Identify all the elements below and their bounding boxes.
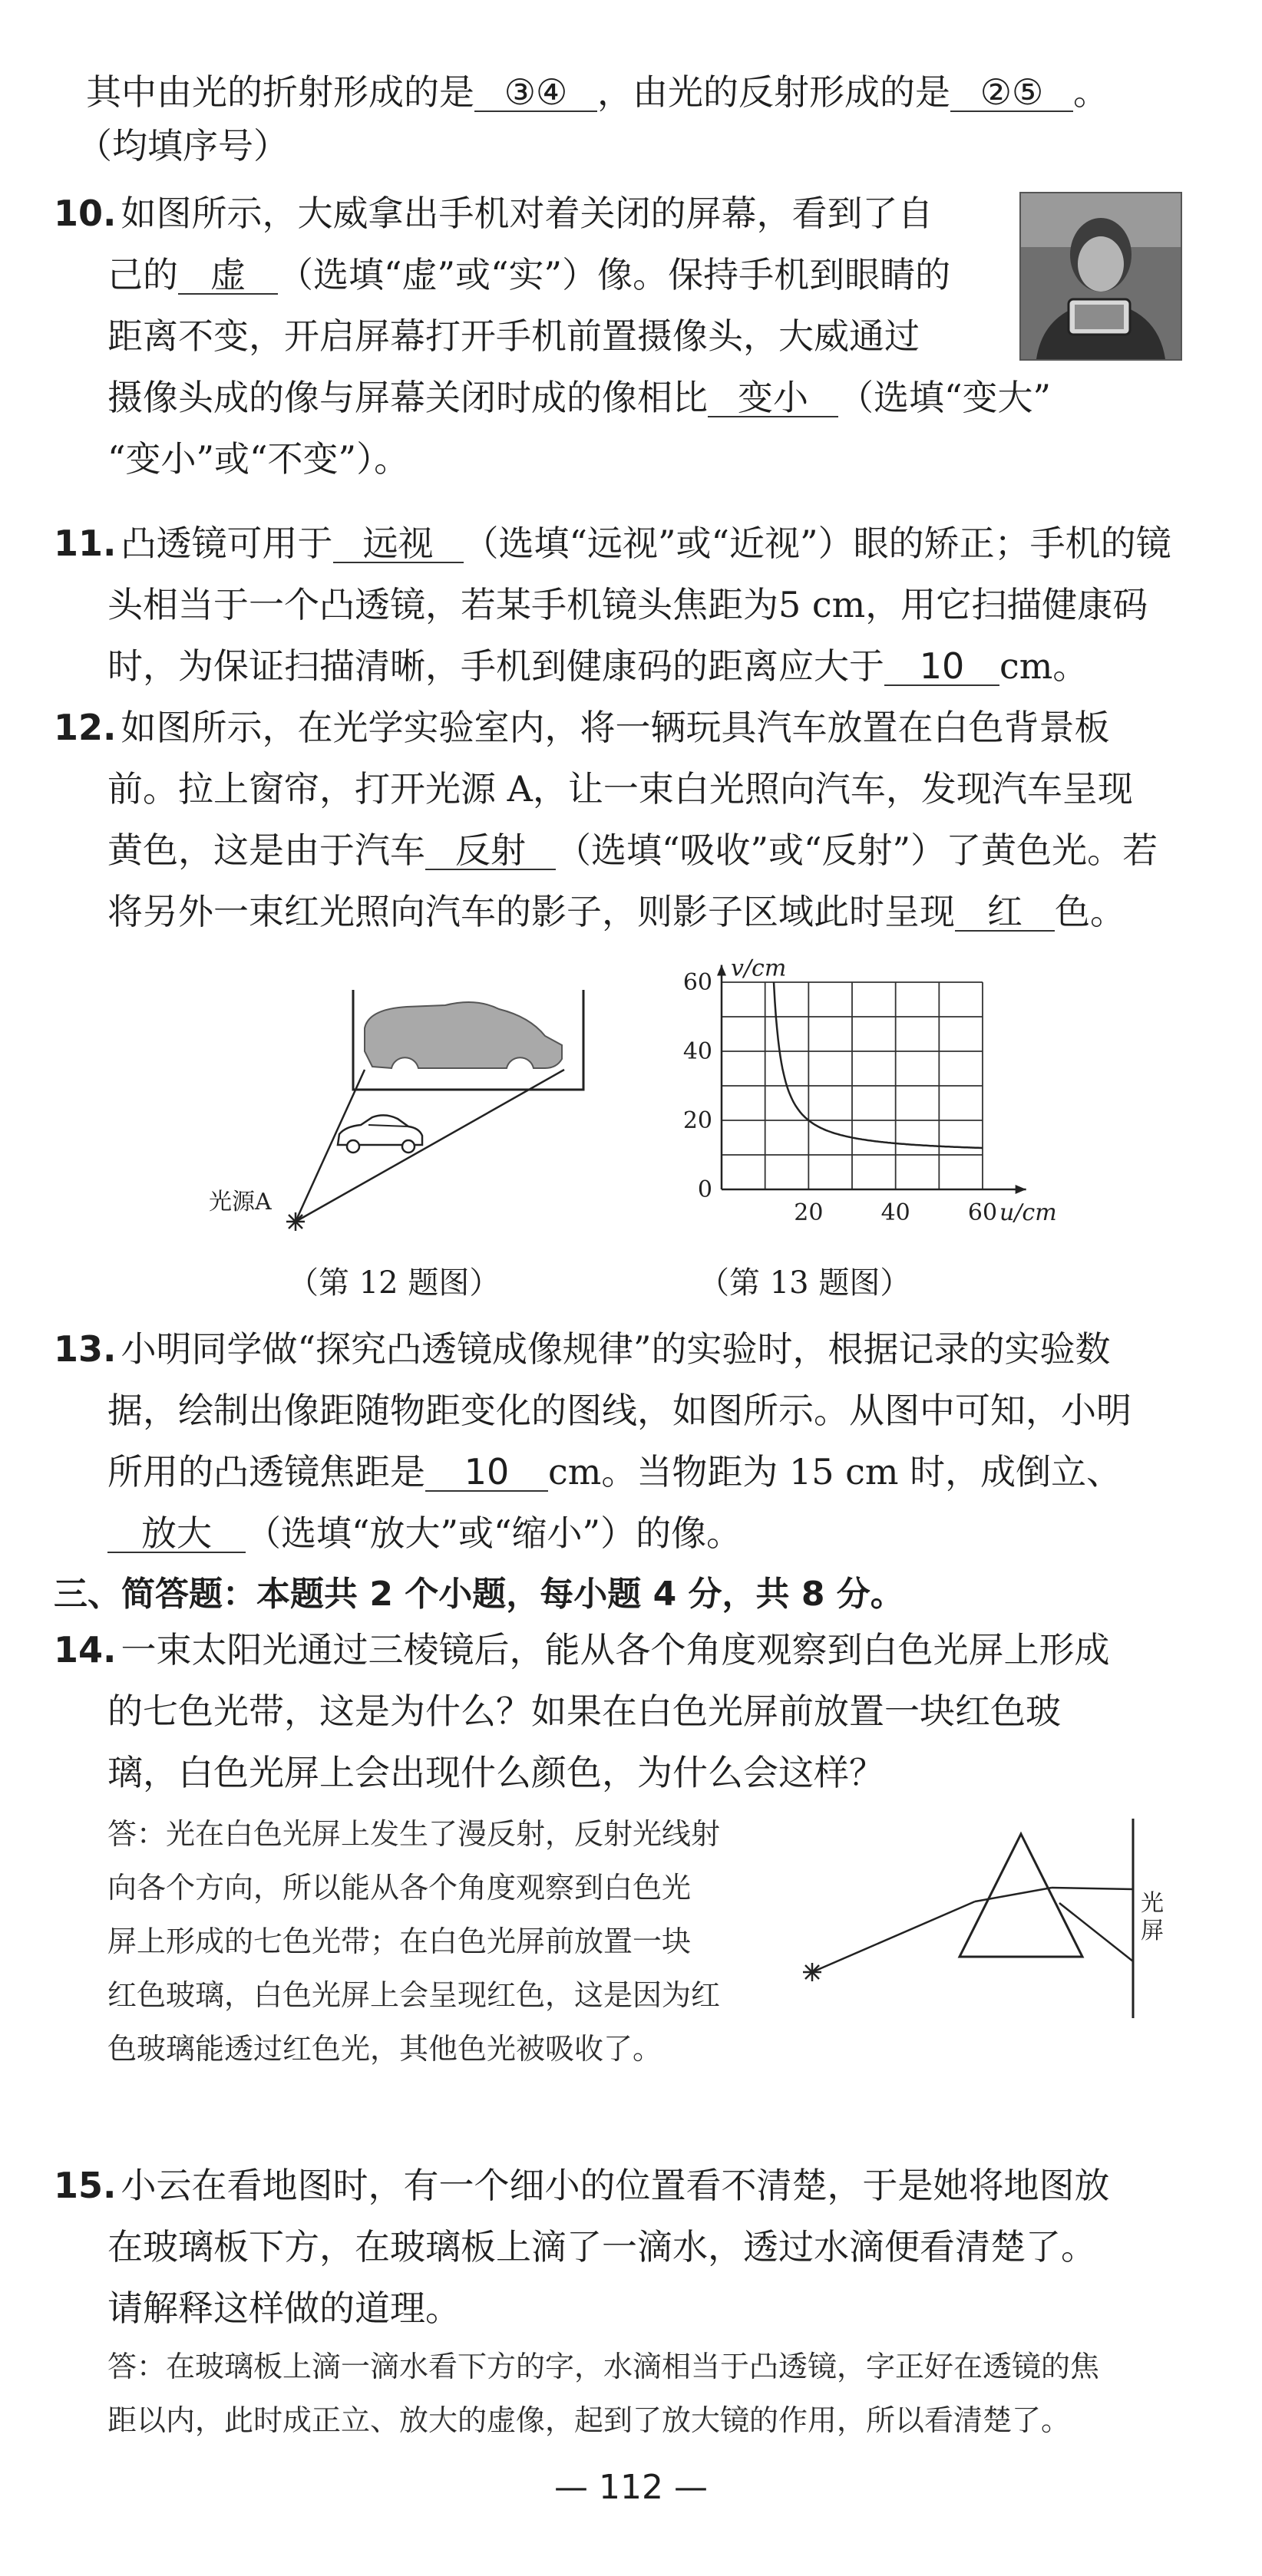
- page-number: — 112 —: [554, 2468, 708, 2507]
- chart-axes: [717, 965, 1026, 1195]
- x-axis-label: u/cm: [999, 1199, 1057, 1226]
- q11-answer-2: 10: [884, 648, 999, 686]
- incident-ray: [812, 1901, 975, 1972]
- chart-tick-labels: [683, 969, 997, 1226]
- y-tick-label: 60: [682, 969, 712, 996]
- q14-answer-line-5: 色玻璃能透过红色光，其他色光被吸收了。: [107, 2032, 662, 2066]
- y-tick-label: 20: [682, 1107, 712, 1134]
- prism-diagram: [798, 1811, 1213, 2026]
- screen-label-1: 光: [1141, 1890, 1164, 1917]
- chart-grid: [722, 982, 983, 1189]
- q13-line-2: 据，绘制出像距随物距变化的图线，如图所示。从图中可知，小明: [107, 1390, 1132, 1431]
- light-source-a-icon: [286, 1212, 305, 1231]
- q11-line-1: 11. 凸透镜可用于 远视 （选填“远视”或“近视”）眼的矫正；手机的镜: [54, 523, 1171, 564]
- q10-answer-2: 变小: [708, 379, 838, 417]
- q14-line-3: 璃，白色光屏上会出现什么颜色，为什么会这样？: [107, 1752, 884, 1793]
- q14-answer-line-3: 屏上形成的七色光带；在白色光屏前放置一块: [107, 1925, 692, 1958]
- dispersed-ray-top: [1052, 1888, 1133, 1889]
- car-shadow: [365, 1002, 562, 1068]
- q14-line-2: 的七色光带，这是为什么？如果在白色光屏前放置一块红色玻: [107, 1690, 1061, 1732]
- q10-line-1: 10. 如图所示，大威拿出手机对着关闭的屏幕，看到了自: [54, 193, 933, 234]
- series-line: [774, 982, 983, 1148]
- q15-line-2: 在玻璃板下方，在玻璃板上滴了一滴水，透过水滴便看清楚了。: [107, 2226, 1096, 2268]
- q13-line-4: 放大 （选填“放大”或“缩小”）的像。: [107, 1510, 742, 1556]
- q15-answer-line-1: 答：在玻璃板上滴一滴水看下方的字，水滴相当于凸透镜，字正好在透镜的焦: [107, 2350, 1100, 2383]
- x-tick-label: 20: [794, 1199, 824, 1226]
- q10-line-3: 距离不变，开启屏幕打开手机前置摄像头，大威通过: [107, 315, 920, 357]
- q12-line-3: 黄色，这是由于汽车 反射 （选填“吸收”或“反射”）了黄色光。若: [107, 830, 1158, 871]
- q12-line-2: 前。拉上窗帘，打开光源 A，让一束白光照向汽车，发现汽车呈现: [107, 768, 1133, 810]
- q14-answer-line-2: 向各个方向，所以能从各个角度观察到白色光: [107, 1871, 692, 1905]
- section-3-heading: 三、简答题：本题共 2 个小题，每小题 4 分，共 8 分。: [54, 1575, 904, 1614]
- q15-line-3: 请解释这样做的道理。: [107, 2287, 461, 2329]
- q11-line-2: 头相当于一个凸透镜，若某手机镜头焦距为5 cm，用它扫描健康码: [107, 584, 1148, 625]
- x-tick-label: 40: [880, 1199, 910, 1226]
- q12-line-1: 12. 如图所示，在光学实验室内，将一辆玩具汽车放置在白色背景板: [54, 707, 1110, 748]
- q12-line-4: 将另外一束红光照向汽车的影子，则影子区域此时呈现 红 色。: [107, 891, 1125, 932]
- q9-answer-refraction: ③④: [474, 74, 597, 112]
- figure-12-diagram: [207, 975, 606, 1251]
- refracted-ray-inside: [975, 1888, 1052, 1901]
- q10-line-2: 己的 虚 （选填“虚”或“实”）像。保持手机到眼睛的: [107, 254, 951, 295]
- q13-line-1: 13. 小明同学做“探究凸透镜成像规律”的实验时，根据记录的实验数: [54, 1328, 1111, 1370]
- q15-line-1: 15. 小云在看地图时，有一个细小的位置看不清楚，于是她将地图放: [54, 2165, 1110, 2206]
- q15-answer-line-2: 距以内，此时成正立、放大的虚像，起到了放大镜的作用，所以看清楚了。: [107, 2403, 1071, 2437]
- prism: [960, 1834, 1082, 1957]
- screen-label-2: 屏: [1141, 1918, 1164, 1944]
- figure-13-chart: [660, 952, 1059, 1243]
- x-tick-label: 60: [967, 1199, 998, 1226]
- y-tick-label: 40: [682, 1038, 712, 1065]
- q14-answer-line-1: 答：光在白色光屏上发生了漫反射，反射光线射: [107, 1817, 721, 1851]
- q14-line-1: 14. 一束太阳光通过三棱镜后，能从各个角度观察到白色光屏上形成: [54, 1629, 1110, 1671]
- q9-note: （均填序号）: [77, 125, 289, 167]
- q14-answer-line-4: 红色玻璃，白色光屏上会呈现红色，这是因为红: [107, 1978, 721, 2012]
- q12-answer-2: 红: [955, 893, 1055, 932]
- q9-answer-reflection: ②⑤: [950, 74, 1073, 112]
- light-ray-lower: [296, 1070, 564, 1222]
- q13-answer-2: 放大: [107, 1515, 246, 1553]
- x-axis-arrow: [1016, 1185, 1026, 1194]
- q9-continuation: 其中由光的折射形成的是 ③④ ，由光的反射形成的是 ②⑤ 。: [86, 71, 1108, 113]
- phone-selfie-photo: [1019, 192, 1182, 361]
- y-axis-arrow: [717, 965, 726, 976]
- toy-car: [338, 1115, 422, 1153]
- q13-answer-1: 10: [425, 1453, 548, 1492]
- light-source-label: 光源A: [209, 1189, 272, 1215]
- y-axis-label: v/cm: [731, 955, 787, 982]
- q11-line-3: 时，为保证扫描清晰，手机到健康码的距离应大于 10 cm。: [107, 645, 1089, 687]
- figure-13-caption: （第 13 题图）: [699, 1265, 911, 1301]
- q10-answer-1: 虚: [178, 256, 278, 295]
- y-tick-label: 0: [697, 1176, 712, 1203]
- figure-12-caption: （第 12 题图）: [288, 1265, 501, 1301]
- q11-answer-1: 远视: [333, 525, 464, 563]
- q12-answer-1: 反射: [425, 832, 556, 870]
- q13-line-3: 所用的凸透镜焦距是 10 cm。当物距为 15 cm 时，成倒立、: [107, 1451, 1122, 1492]
- q10-line-4: 摄像头成的像与屏幕关闭时成的像相比 变小 （选填“变大”: [107, 377, 1052, 418]
- q10-line-5: “变小”或“不变”）。: [107, 438, 410, 480]
